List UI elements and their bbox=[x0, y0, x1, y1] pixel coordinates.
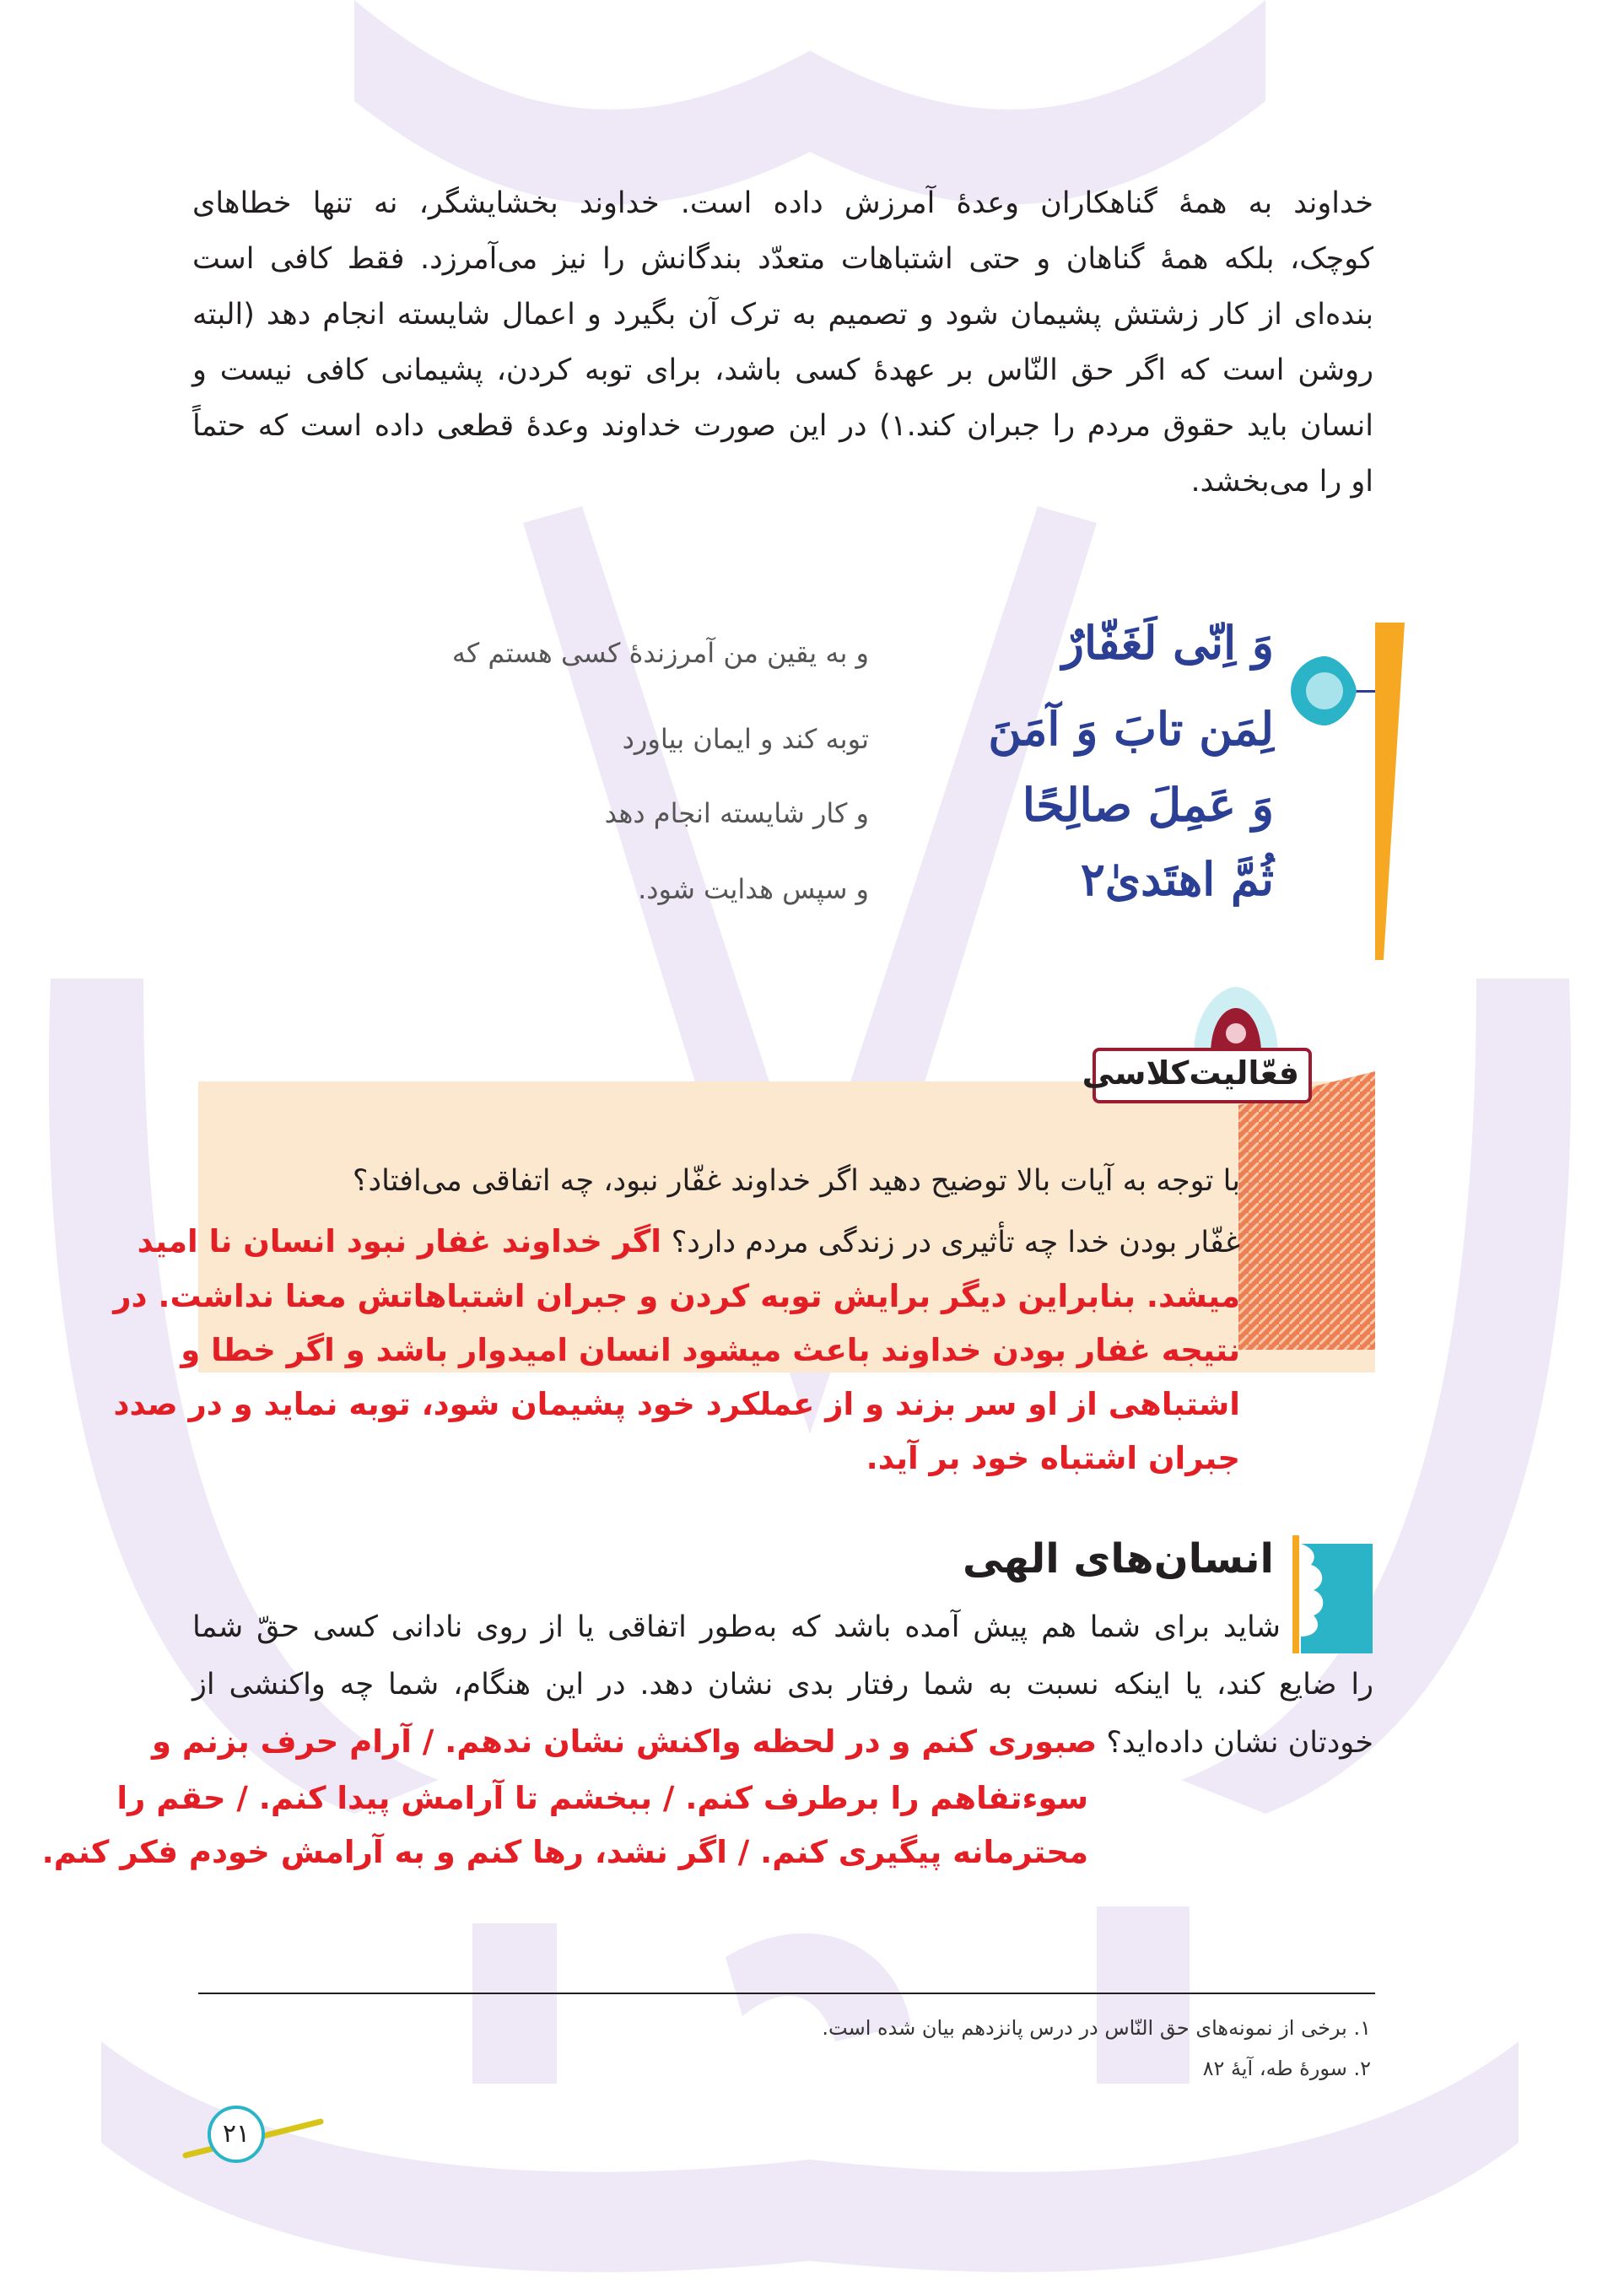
intro-line: روشن است که اگر حق النّاس بر عهدهٔ کسی باشد، برای توبه کردن، پشیمانی کافی نیست و bbox=[192, 353, 1373, 387]
section-answer-line: محترمانه پیگیری کنم. / اگر نشد، رها کنم و به آرامش خودم فکر کنم. bbox=[41, 1834, 1088, 1870]
footnote-divider bbox=[198, 1993, 1375, 1994]
section-line: خودتان نشان داده‌اید؟ bbox=[1106, 1726, 1373, 1760]
page-number: ۲۱ bbox=[222, 2119, 251, 2149]
footnote-2: ۲. سورهٔ طه، آیهٔ ۸۲ bbox=[1202, 2057, 1371, 2080]
section-answer-line: سوءتفاهم را برطرف کنم. / ببخشم تا آرامش پیدا کنم. / حقم را bbox=[116, 1780, 1088, 1816]
intro-line: او را می‌بخشد. bbox=[1190, 465, 1373, 499]
activity-answer-line: میشد. بنابراین دیگر برایش توبه کردن و جبران اشتباهاتش معنا نداشت. در bbox=[113, 1278, 1240, 1314]
activity-answer-line: اشتباهی از او سر بزند و از عملکرد خود پشیمان شود، توبه نماید و در صدد bbox=[113, 1386, 1240, 1422]
intro-line: خداوند به همهٔ گناهکاران وعدهٔ آمرزش داده است. خداوند بخشایشگر، نه تنها خطاهای bbox=[192, 186, 1373, 220]
section-heading-icon bbox=[1292, 1535, 1373, 1653]
section-line: را ضایع کند، یا اینکه نسبت به شما رفتار بدی نشان دهد. در این هنگام، شما چه واکنشی از bbox=[192, 1668, 1373, 1701]
verse-translation-1: و به یقین من آمرزندهٔ کسی هستم که bbox=[451, 637, 869, 669]
footnote-1: ۱. برخی از نمونه‌های حق النّاس در درس پانزدهم بیان شده است. bbox=[822, 2016, 1371, 2040]
activity-answer-line: نتیجه غفار بودن خداوند باعث میشود انسان امیدوار باشد و اگر خطا و bbox=[181, 1332, 1240, 1368]
intro-line: کوچک، بلکه همهٔ گناهان و حتی اشتباهات متعدّد بندگانش را نیز می‌آمرزد. فقط کافی است bbox=[192, 242, 1373, 276]
verse-arabic-1: وَ اِنّی لَغَفّارٌ bbox=[1061, 616, 1274, 670]
intro-line: انسان باید حقوق مردم را جبران کند.۱) در این صورت خداوند وعدهٔ قطعی داده است که حتماً bbox=[192, 409, 1373, 443]
verse-arabic-4: ثُمَّ اهتَدیٰ۲ bbox=[1080, 852, 1274, 906]
verse-translation-4: و سپس هدایت شود. bbox=[638, 873, 869, 905]
activity-title: فعّالیت‌کلاسی bbox=[1082, 1054, 1299, 1092]
section-paragraph bbox=[192, 1599, 1281, 1656]
activity-answer-line: جبران اشتباه خود بر آید. bbox=[866, 1440, 1240, 1476]
activity-question-1: با توجه به آیات بالا توضیح دهید اگر خداوند غفّار نبود، چه اتفاقی می‌افتاد؟ bbox=[352, 1164, 1240, 1198]
activity-ornament-icon bbox=[1185, 979, 1287, 1054]
verse-arabic-2: لِمَن تابَ وَ آمَنَ bbox=[988, 702, 1274, 756]
activity-answer bbox=[51, 1215, 1240, 1486]
activity-question-2: غفّار بودن خدا چه تأثیری در زندگی مردم دارد؟ bbox=[671, 1226, 1240, 1259]
verse-translation-2: توبه کند و ایمان بیاورد bbox=[622, 723, 869, 755]
section-paragraph-2 bbox=[152, 1656, 1373, 1772]
activity-side-pattern bbox=[1238, 1071, 1375, 1350]
intro-line: بنده‌ای از کار زشتش پشیمان شود و تصمیم به ترک آن بگیرد و اعمال شایسته انجام دهد (البته bbox=[192, 298, 1373, 332]
section-title: انسان‌های الهی bbox=[962, 1535, 1274, 1583]
verse-decoration bbox=[1291, 623, 1409, 960]
section-line: شاید برای شما هم پیش آمده باشد که به‌طور اتفاقی یا از روی نادانی کسی حقّ شما bbox=[192, 1610, 1281, 1644]
intro-paragraph bbox=[192, 175, 1373, 510]
section-answer bbox=[25, 1772, 1088, 1879]
verse-translation-3: و کار شایسته انجام دهد bbox=[604, 797, 869, 829]
section-answer-line: صبوری کنم و در لحظه واکنش نشان ندهم. / آرام حرف بزنم و bbox=[152, 1723, 1098, 1760]
verse-arabic-3: وَ عَمِلَ صالِحًا bbox=[1022, 778, 1274, 832]
activity-answer-line: اگر خداوند غفار نبود انسان نا امید bbox=[137, 1223, 661, 1259]
